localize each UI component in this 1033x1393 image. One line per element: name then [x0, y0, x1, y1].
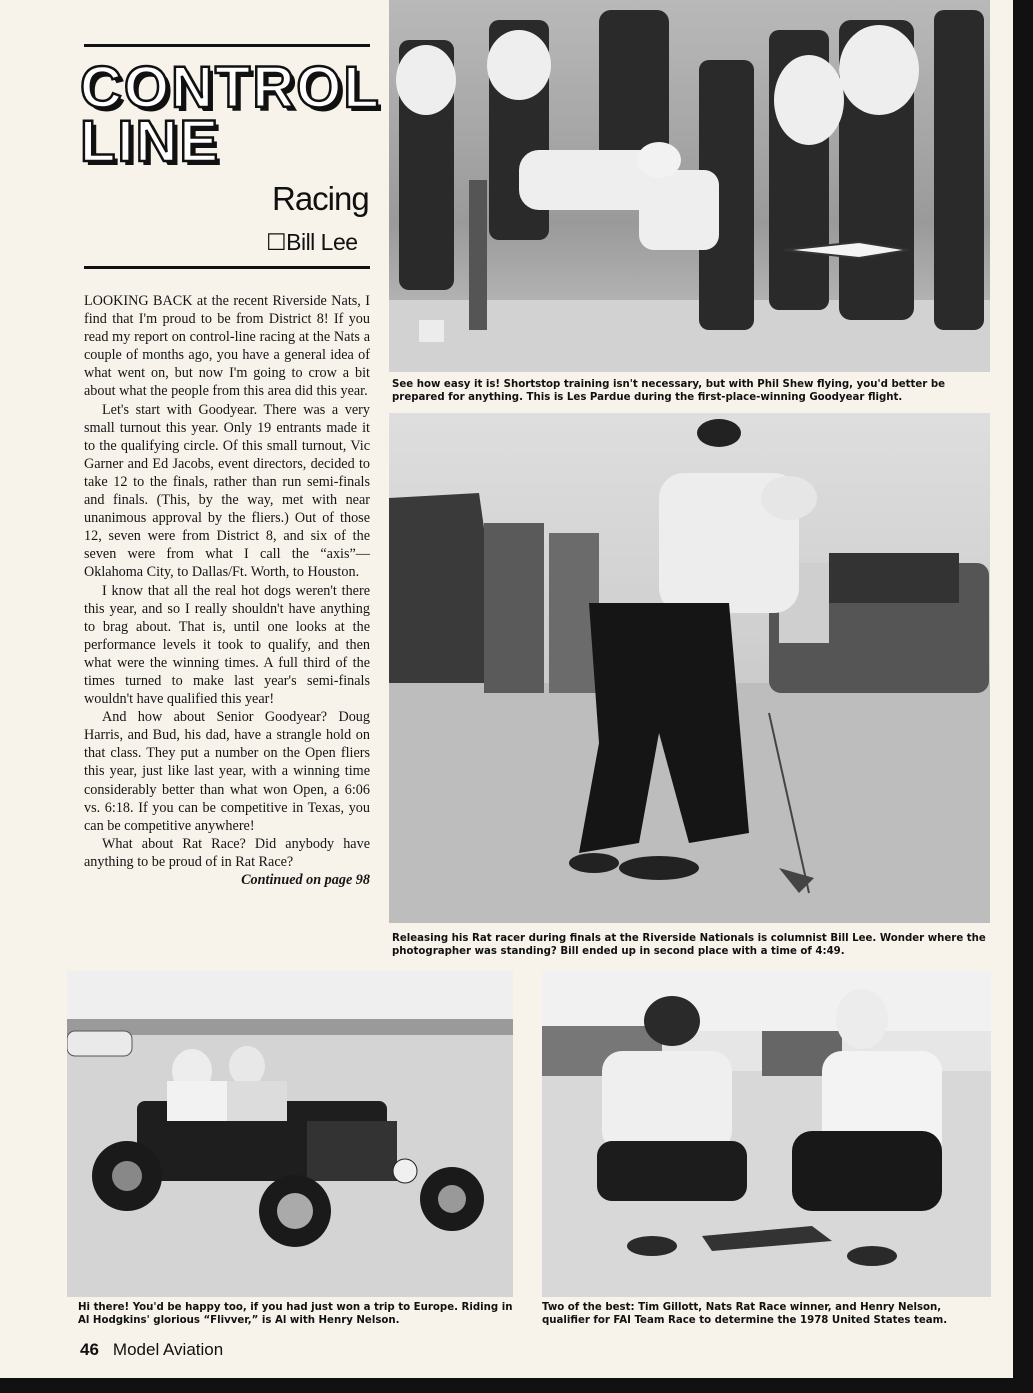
photo-gillott-nelson [542, 971, 991, 1297]
caption-bottom-right: Two of the best: Tim Gillott, Nats Rat Race winner, and Henry Nelson, qualifier for FAI Team Race to determine the 1978 United States team. [542, 1302, 948, 1326]
photo-flivver [67, 971, 513, 1297]
article-body [84, 292, 370, 889]
byline-box-icon: ☐ [266, 229, 287, 255]
photo-goodyear-pit-stop [389, 0, 990, 372]
byline-author: Bill Lee [286, 229, 358, 255]
paragraph: LOOKING BACK at the recent Riverside Nats, I find that I'm proud to be from District 8! If you read my report on control-line racing at the Nats a couple of months ago, you have a general idea of what went on, but now I'm going to crow a bit about what the people from this area did this year. [84, 293, 370, 400]
paragraph: What about Rat Race? Did anybody have anything to be proud of in Rat Race? [84, 835, 370, 870]
photo-rat-racer-release [389, 413, 990, 923]
page-number: 46 [80, 1340, 99, 1359]
page-footer [80, 1340, 223, 1360]
heading-bottom-rule [84, 266, 370, 269]
caption-top: See how easy it is! Shortstop training isn't necessary, but with Phil Shew flying, you'd better be prepared for anything. This is Les Pardue during the first-place-winning Goodyear flight. [392, 379, 946, 403]
section-title: Racing [272, 180, 369, 217]
top-rule [84, 44, 370, 47]
title-line-1: CONTROL [80, 55, 381, 120]
continued-note: Continued on page 98 [241, 872, 370, 888]
title-line-2: LINE [80, 109, 221, 174]
paragraph: Let's start with Goodyear. There was a very small turnout this year. Only 19 entrants made it to the qualifying circle. Of this small turnout, Vic Garner and Ed Jacobs, event directors, decided to take 12 to the finals, rather than run semi-finals and finals. (This, by the way, met with near unanimous approval by the fliers.) Out of those 12, seven were from District 8, and six of the seven were from what I call the “axis”—Oklahoma City, to Dallas/Ft. Worth, to Houston. [84, 401, 370, 581]
caption-bottom-left: Hi there! You'd be happy too, if you had just won a trip to Europe. Riding in Al Hodgkins' glorious “Flivver,” is Al with Henry Nelson. [78, 1302, 513, 1326]
paragraph: And how about Senior Goodyear? Doug Harris, and Bud, his dad, have a strangle hold on that class. They put a number on the Open fliers this year, just like last year, with a winning time considerably better than what won Open, a 6:06 vs. 6:18. If you can be competitive in Texas, you can be competitive anywhere! [84, 709, 370, 834]
caption-middle: Releasing his Rat racer during finals at the Riverside Nationals is columnist Bill Lee. Wonder where the photographer was standing? Bill ended up in second place with a time of 4:49. [392, 933, 986, 957]
magazine-name: Model Aviation [112, 1340, 224, 1359]
byline [266, 229, 358, 256]
paragraph: I know that all the real hot dogs weren't there this year, and so I really shouldn't have anything to brag about. That is, until one looks at the performance levels it took to qualify, and then what were the winning times. A full third of the times turned to make last year's semi-finals wouldn't have qualified this year! [84, 582, 370, 708]
